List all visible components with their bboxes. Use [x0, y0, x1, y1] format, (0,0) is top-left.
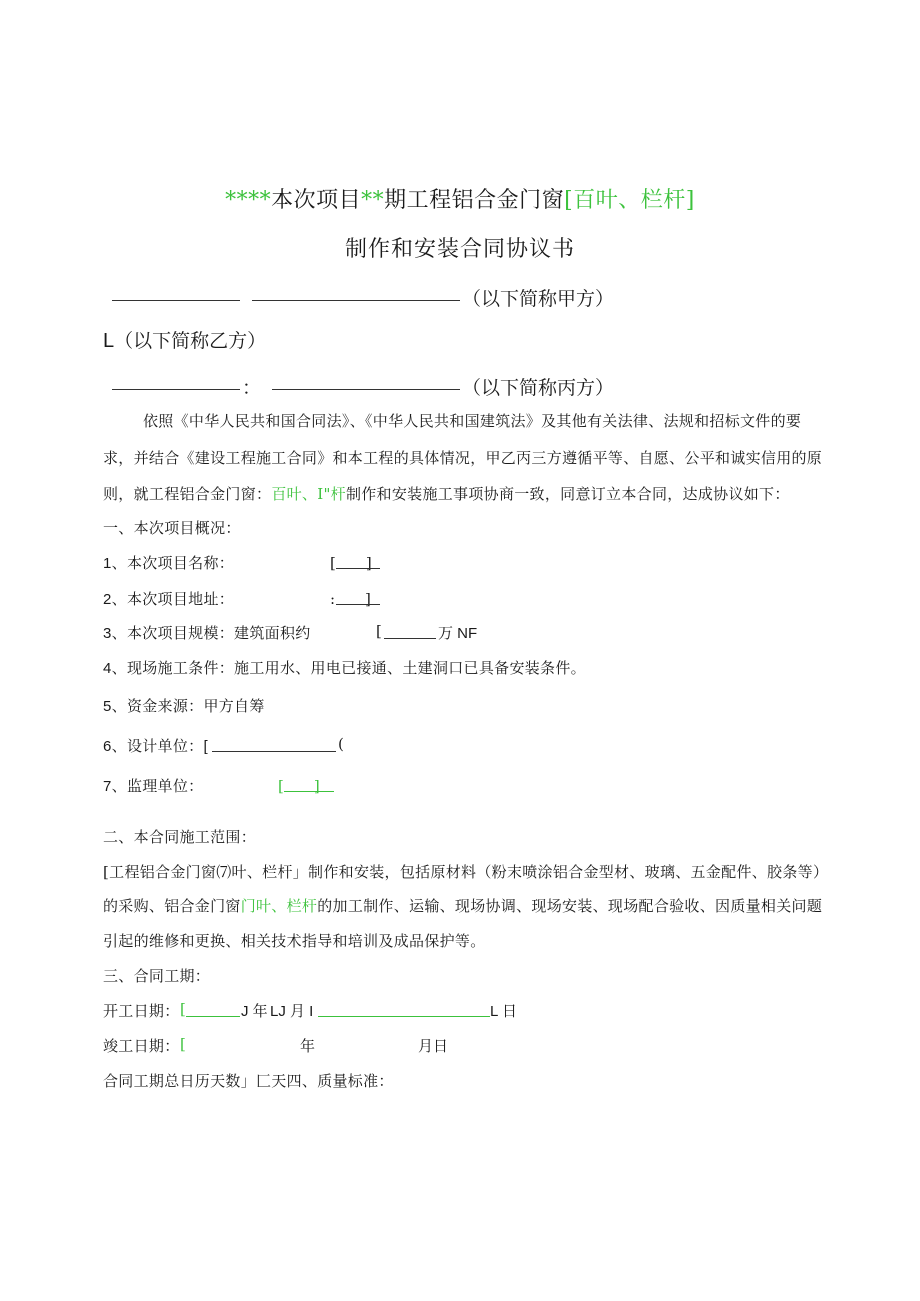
end-date-box: [	[180, 1035, 186, 1053]
party-c-blank-2	[272, 389, 460, 390]
section-2-heading: 二、本合同施工范围：	[103, 828, 257, 846]
item-3-blank	[384, 638, 436, 639]
preamble-line-3-a: 则，就工程铝合金门窗：	[103, 485, 272, 503]
item-3-label: 3、本次项目规模：建筑面积约	[103, 625, 311, 642]
item-2-blank	[336, 604, 380, 605]
start-date-month: LJ 月 I	[270, 1003, 314, 1020]
party-c-label: （以下简称丙方）	[462, 377, 615, 399]
section-2-line-3: 引起的维修和更换、相关技术指导和培训及成品保护等。	[103, 932, 486, 950]
party-a-label: （以下简称甲方）	[462, 288, 615, 310]
party-b-line	[103, 326, 266, 353]
item-6-label: 6、设计单位：[	[103, 738, 208, 755]
item-7-blank	[284, 791, 334, 792]
item-5: 5、资金来源：甲方自筹	[103, 698, 265, 715]
preamble-line-2: 求，并结合《建设工程施工合同》和本工程的具体情况，甲乙丙三方遵循平等、自愿、公平和诚实信用的原	[103, 449, 823, 467]
title-text-1: 本次项目	[271, 188, 362, 213]
end-date-year: 年	[300, 1037, 316, 1055]
item-2-box: : ]	[330, 590, 371, 608]
title-mask-2: **	[361, 188, 385, 213]
item-1-label: 1、本次项目名称：	[103, 555, 235, 572]
party-b-label: （以下简称乙方）	[114, 330, 267, 352]
title-text-2: 期工程铝合金门窗	[384, 188, 565, 213]
item-1-box: [ ]	[330, 554, 372, 572]
preamble-line-3	[103, 483, 790, 504]
preamble-scope: 百叶、I"杆	[271, 485, 346, 503]
item-7-box: [ ]	[278, 777, 320, 795]
start-date-box: [	[180, 1000, 186, 1018]
item-7-label: 7、监理单位：	[103, 778, 204, 795]
section-2-line-2-b: 的加工制作、运输、现场协调、现场安装、现场配合验收、因质量相关问题	[317, 897, 823, 915]
item-1-blank	[336, 568, 380, 569]
start-date-day: L 日	[490, 1003, 517, 1020]
start-date-label: 开工日期：	[103, 1002, 180, 1020]
start-date-year: J 年	[241, 1003, 268, 1020]
preamble-line-1: 依照《中华人民共和国合同法》、《中华人民共和国建筑法》及其他有关法律、法规和招标文件的要	[143, 412, 802, 430]
item-3-unit: 万 NF	[438, 625, 478, 642]
start-date-blank-2	[318, 1016, 490, 1017]
section-2-line-2-a: 的采购、铝合金门窗	[103, 897, 241, 915]
section-2-scope: 门叶、栏杆	[240, 897, 318, 915]
total-duration-line: 合同工期总日历天数」匚天四、质量标准：	[103, 1072, 394, 1090]
item-6-end: (	[338, 735, 344, 753]
end-date-label: 竣工日期：	[103, 1037, 180, 1055]
party-b-prefix: L	[103, 330, 115, 352]
section-3-heading: 三、合同工期：	[103, 967, 211, 985]
party-a-blank-1	[112, 300, 240, 301]
title-mask-1: ****	[225, 188, 272, 213]
party-c-colon: ：	[242, 377, 262, 399]
item-4: 4、现场施工条件：施工用水、用电已接通、土建洞口已具备安装条件。	[103, 660, 586, 677]
title-scope: [百叶、栏杆]	[564, 188, 695, 213]
section-2-line-2	[103, 895, 822, 916]
start-date-blank-1	[186, 1016, 240, 1017]
item-2-label: 2、本次项目地址：	[103, 591, 235, 608]
document-subtitle: 制作和安装合同协议书	[344, 237, 575, 262]
item-6-blank	[212, 751, 336, 752]
section-1-heading: 一、本次项目概况：	[103, 519, 241, 537]
preamble-line-3-b: 制作和安装施工事项协商一致，同意订立本合同，达成协议如下：	[345, 485, 790, 503]
section-2-line-1: [工程铝合金门窗⑺叶、栏杆」制作和安装，包括原材料（粉末喷涂铝合金型材、玻璃、五金配件、胶条等）	[103, 863, 829, 881]
document-title	[0, 183, 920, 214]
item-3-box: [	[376, 622, 382, 640]
party-c-blank-1	[112, 389, 240, 390]
party-a-blank-2	[252, 300, 460, 301]
end-date-month-day: 月日	[418, 1037, 449, 1055]
